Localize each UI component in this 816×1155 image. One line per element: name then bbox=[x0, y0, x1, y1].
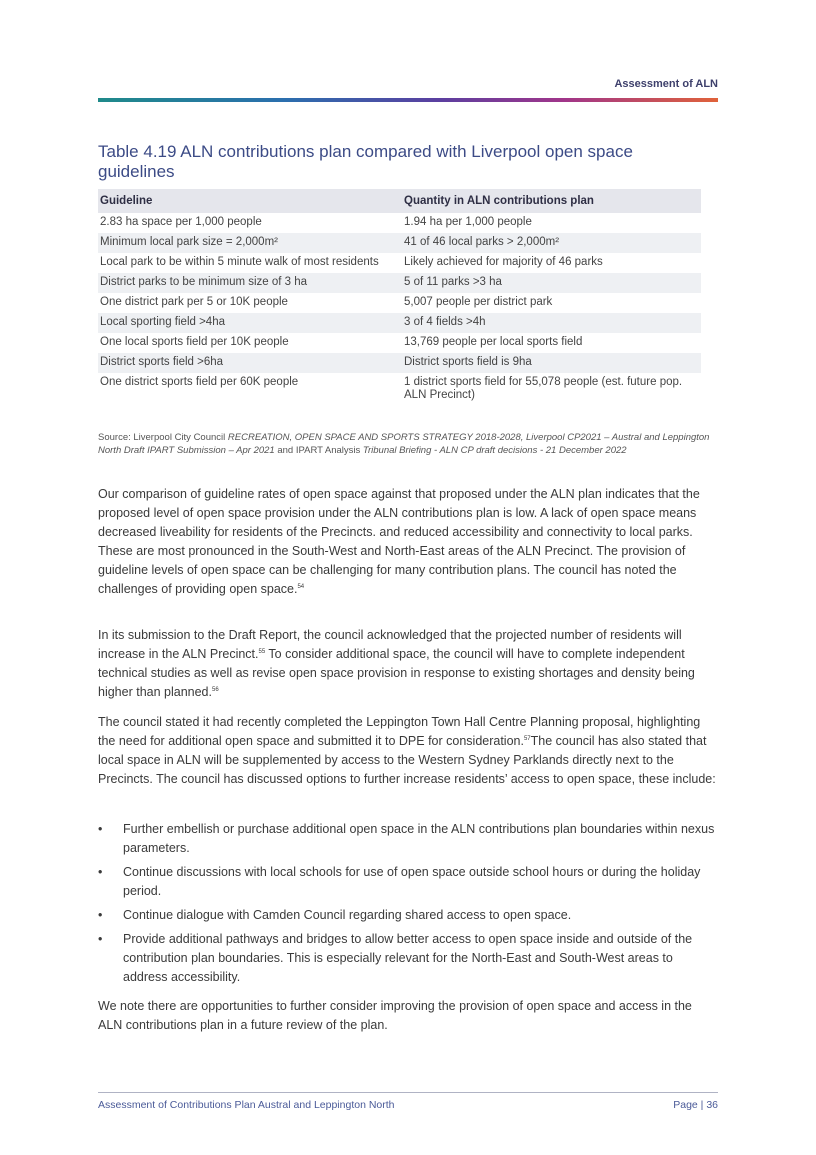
source-title-italic: RECREATION, OPEN SPACE AND SPORTS STRATEGY 2018-2028, Liverpool CP2021 – Austral and Leppington North Draft IPART Submission – Apr 2021 bbox=[98, 432, 710, 456]
table-header-row bbox=[98, 189, 701, 213]
footnote-ref: 55 bbox=[258, 648, 266, 655]
source-briefing-italic: Tribunal Briefing - ALN CP draft decisions - 21 December 2022 bbox=[362, 445, 627, 456]
paragraph-text: In its submission to the Draft Report, the council acknowledged that the projected number of residents will increase in the ALN Precinct. bbox=[98, 628, 682, 661]
paragraph-council-statement bbox=[98, 713, 718, 789]
list-item-text: Provide additional pathways and bridges to allow better access to open space inside and outside of the contribution plan boundaries. This is especially relevant for the North-East and South-West areas to address accessibility. bbox=[123, 932, 693, 984]
table-row bbox=[98, 213, 701, 233]
paragraph-text: Our comparison of guideline rates of open space against that proposed under the ALN plan indicates that the proposed level of open space provision under the ALN contributions plan is low. A lack of open space means decreased liveability for residents of the Precincts. and reduced accessibility and connectivity to local parks. These are most pronounced in the South-West and North-East areas of the ALN Precinct. The provision of guideline levels of open space can be challenging for many contribution plans. The council has noted the challenges of providing open space. bbox=[98, 487, 700, 596]
footnote-ref: 57 bbox=[523, 735, 531, 742]
table-cell: 3 of 4 fields >4h bbox=[402, 313, 701, 333]
table-cell: One district park per 5 or 10K people bbox=[100, 296, 288, 308]
table-cell: District sports field >6ha bbox=[98, 353, 402, 373]
table-row bbox=[98, 333, 701, 353]
list-item bbox=[98, 820, 718, 858]
list-item bbox=[98, 906, 718, 925]
column-header-quantity: Quantity in ALN contributions plan bbox=[402, 189, 701, 213]
options-list bbox=[98, 820, 718, 992]
table-row bbox=[98, 293, 701, 313]
list-item bbox=[98, 863, 718, 901]
bullet-glyph: • bbox=[98, 865, 103, 879]
table-row bbox=[98, 313, 701, 333]
paragraph-comparison bbox=[98, 485, 718, 599]
table-row bbox=[98, 353, 701, 373]
source-mid: and IPART Analysis bbox=[274, 445, 363, 456]
bullet-glyph: • bbox=[98, 908, 103, 922]
table-cell: Likely achieved for majority of 46 parks bbox=[404, 256, 603, 268]
footer-page-number: Page | 36 bbox=[673, 1099, 718, 1111]
list-item-text: Continue discussions with local schools for use of open space outside school hours or during the holiday period. bbox=[123, 865, 701, 898]
table-row bbox=[98, 233, 701, 253]
table-cell: 5 of 11 parks >3 ha bbox=[402, 273, 701, 293]
table-cell: 2.83 ha space per 1,000 people bbox=[100, 216, 262, 228]
source-prefix: Source: Liverpool City Council bbox=[98, 432, 228, 443]
table-cell: 13,769 people per local sports field bbox=[404, 336, 583, 348]
table-cell: One district sports field per 60K people bbox=[100, 376, 299, 388]
paragraph-conclusion: We note there are opportunities to further consider improving the provision of open space and access in the ALN contributions plan in a future review of the plan. bbox=[98, 999, 692, 1032]
bullet-glyph: • bbox=[98, 932, 103, 946]
header-gradient-rule bbox=[98, 98, 718, 102]
paragraph-submission bbox=[98, 626, 718, 702]
table-cell: One local sports field per 10K people bbox=[100, 336, 289, 348]
footer-document-title: Assessment of Contributions Plan Austral and Leppington North bbox=[98, 1099, 395, 1111]
table-row bbox=[98, 273, 701, 293]
column-header-guideline: Guideline bbox=[98, 189, 402, 213]
table-row bbox=[98, 373, 701, 405]
table-title: Table 4.19 ALN contributions plan compared with Liverpool open space guidelines bbox=[98, 142, 633, 181]
table-cell: Minimum local park size = 2,000m² bbox=[98, 233, 402, 253]
list-item-text: Further embellish or purchase additional open space in the ALN contributions plan boundaries within nexus parameters. bbox=[123, 822, 715, 855]
running-header: Assessment of ALN bbox=[614, 78, 718, 90]
table-cell: District sports field is 9ha bbox=[402, 353, 701, 373]
table-cell: 41 of 46 local parks > 2,000m² bbox=[402, 233, 701, 253]
footnote-ref: 54 bbox=[297, 583, 305, 590]
list-item-text: Continue dialogue with Camden Council regarding shared access to open space. bbox=[123, 908, 572, 922]
footer-rule bbox=[98, 1092, 718, 1093]
table-row bbox=[98, 253, 701, 273]
table-cell: Local sporting field >4ha bbox=[98, 313, 402, 333]
paragraph-text: The council has also stated that local space in ALN will be supplemented by access to the Western Sydney Parklands directly next to the Precincts. The council has discussed options to further increase residents’ access to open space, these include: bbox=[98, 734, 716, 786]
table-source-note bbox=[98, 431, 716, 457]
list-item bbox=[98, 930, 718, 987]
bullet-glyph: • bbox=[98, 822, 103, 836]
footnote-ref: 56 bbox=[211, 686, 219, 693]
paragraph-text: To consider additional space, the council will have to complete independent technical studies as well as revise open space provision in response to existing shortages and density being higher than planned. bbox=[98, 647, 695, 699]
comparison-table bbox=[98, 189, 701, 405]
table-cell: Local park to be within 5 minute walk of most residents bbox=[100, 256, 379, 268]
table-cell: District parks to be minimum size of 3 ha bbox=[98, 273, 402, 293]
table-cell: 1.94 ha per 1,000 people bbox=[404, 216, 532, 228]
paragraph-text: The council stated it had recently completed the Leppington Town Hall Centre Planning proposal, highlighting the need for additional open space and submitted it to DPE for consideration. bbox=[98, 715, 701, 748]
table-cell: 1 district sports field for 55,078 people (est. future pop. ALN Precinct) bbox=[404, 376, 683, 401]
table-cell: 5,007 people per district park bbox=[404, 296, 553, 308]
